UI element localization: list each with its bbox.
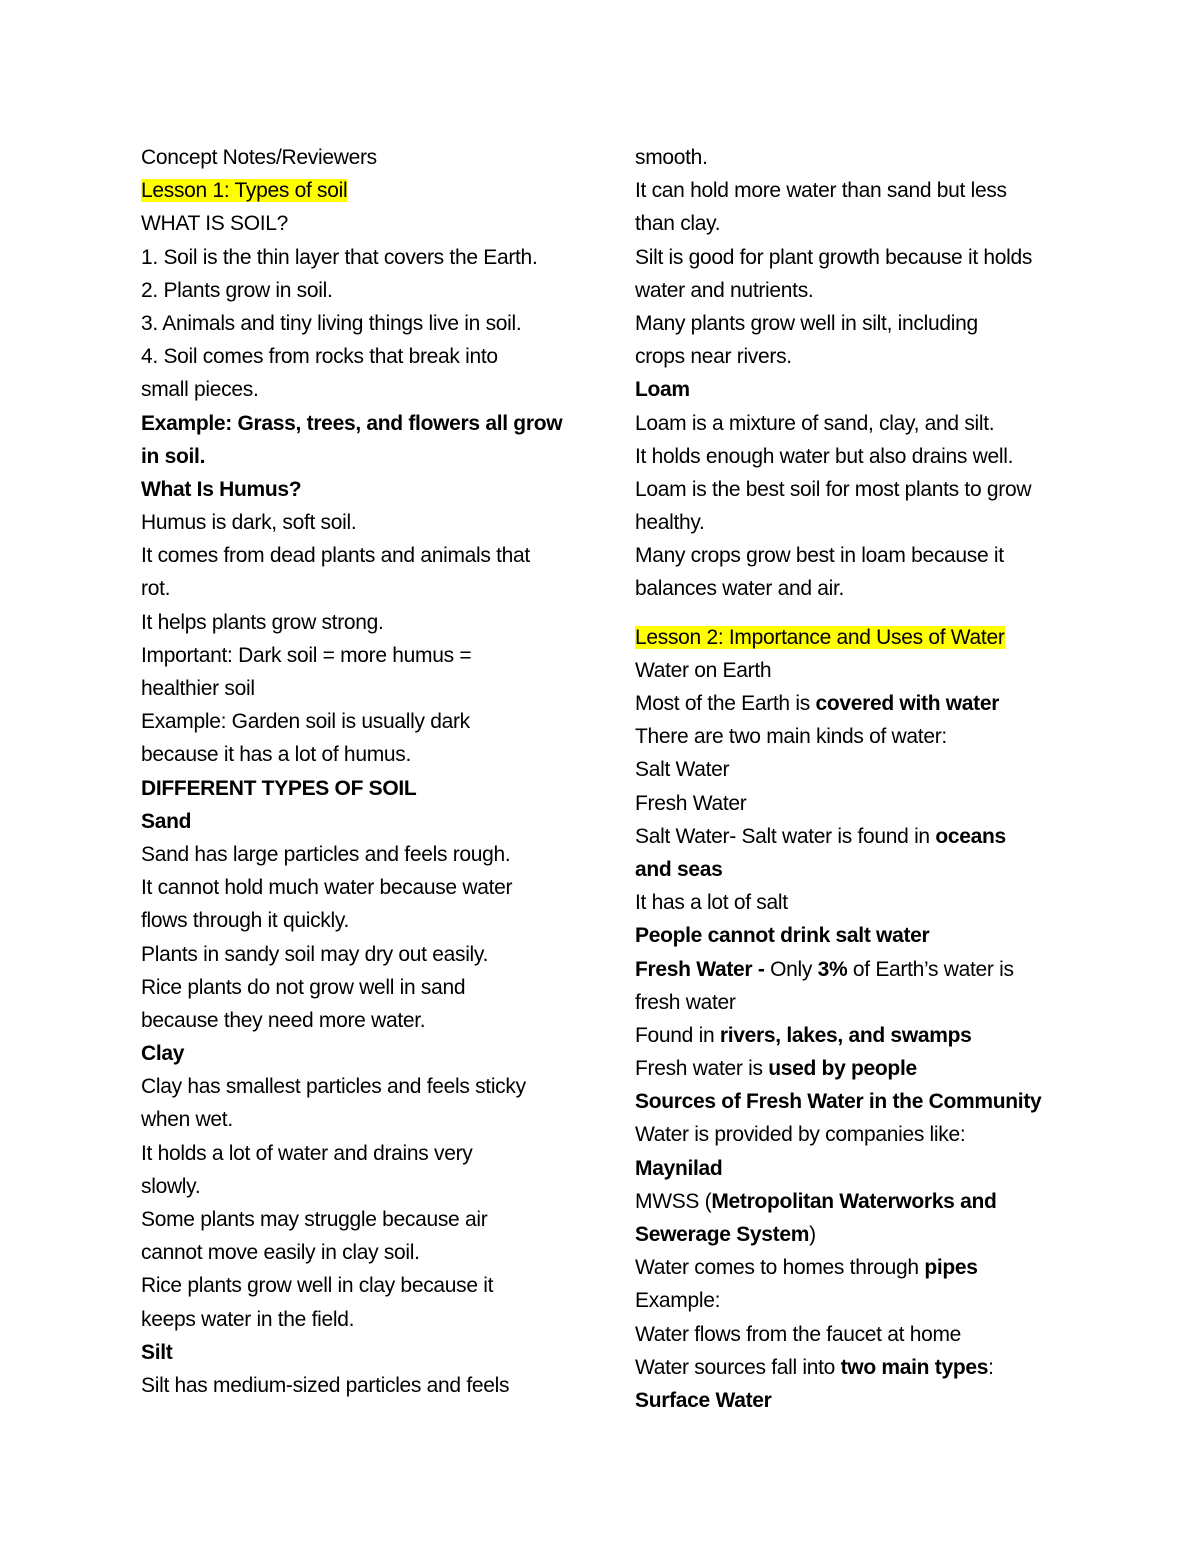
bold-text: Metropolitan Waterworks and bbox=[711, 1189, 997, 1213]
bold-text: in soil. bbox=[141, 444, 206, 468]
text-run: Most of the Earth is bbox=[635, 692, 816, 715]
text-run: because they need more water. bbox=[141, 1008, 426, 1032]
text-line bbox=[141, 572, 581, 605]
text-run: Silt is good for plant growth because it holds bbox=[635, 245, 1033, 269]
text-line bbox=[635, 241, 1075, 274]
text-line bbox=[635, 274, 1075, 307]
bold-text: Fresh Water - bbox=[635, 957, 771, 981]
text-line bbox=[635, 340, 1075, 373]
text-run: Silt has medium-sized particles and feels bbox=[141, 1373, 510, 1397]
text-run: fresh water bbox=[635, 990, 736, 1014]
text-line bbox=[141, 373, 581, 406]
text-run: It helps plants grow strong. bbox=[141, 610, 384, 634]
text-run: healthy. bbox=[635, 511, 705, 535]
text-line bbox=[141, 1269, 581, 1302]
text-run: crops near rivers. bbox=[635, 345, 792, 369]
text-run: Rice plants grow well in clay because it bbox=[141, 1274, 494, 1298]
text-run: There are two main kinds of water: bbox=[635, 725, 947, 749]
text-line bbox=[635, 1318, 1075, 1351]
text-line bbox=[635, 407, 1075, 440]
text-run: when wet. bbox=[141, 1108, 233, 1132]
text-line bbox=[635, 207, 1075, 240]
text-line bbox=[635, 621, 1075, 654]
text-run: balances water and air. bbox=[635, 577, 845, 601]
text-run: : bbox=[988, 1355, 994, 1379]
text-line bbox=[141, 1004, 581, 1037]
text-line bbox=[635, 1019, 1075, 1052]
text-line bbox=[141, 241, 581, 274]
text-line bbox=[141, 672, 581, 705]
text-line bbox=[141, 1236, 581, 1269]
bold-text: Sewerage System bbox=[635, 1223, 810, 1246]
text-line bbox=[141, 772, 581, 805]
text-line bbox=[635, 886, 1075, 919]
bold-text: DIFFERENT TYPES OF SOIL bbox=[141, 776, 417, 800]
text-run: healthier soil bbox=[141, 677, 255, 700]
text-run: 3. Animals and tiny living things live in soil. bbox=[141, 311, 522, 335]
bold-text: oceans bbox=[935, 824, 1006, 848]
text-line bbox=[635, 986, 1075, 1019]
text-line bbox=[141, 1170, 581, 1203]
text-run: Water is provided by companies like: bbox=[635, 1123, 966, 1147]
bold-text: Silt bbox=[141, 1340, 173, 1364]
bold-text: used by people bbox=[768, 1057, 917, 1081]
text-line bbox=[141, 705, 581, 738]
text-run: cannot move easily in clay soil. bbox=[141, 1241, 420, 1265]
bold-text: 3% bbox=[817, 957, 848, 981]
text-run: It holds a lot of water and drains very bbox=[141, 1141, 473, 1165]
text-line bbox=[635, 1185, 1075, 1218]
text-run: Humus is dark, soft soil. bbox=[141, 511, 357, 535]
text-run: Many plants grow well in silt, including bbox=[635, 311, 978, 335]
bold-text: Surface Water bbox=[635, 1388, 772, 1412]
text-line bbox=[635, 373, 1075, 406]
text-line bbox=[141, 539, 581, 572]
text-run: Rice plants do not grow well in sand bbox=[141, 975, 466, 999]
text-line bbox=[635, 1284, 1075, 1317]
text-line bbox=[141, 506, 581, 539]
text-line bbox=[141, 1203, 581, 1236]
text-line bbox=[141, 340, 581, 373]
text-run: than clay. bbox=[635, 212, 721, 236]
text-line bbox=[141, 606, 581, 639]
right-column bbox=[635, 141, 1075, 1417]
bold-text: People cannot drink salt water bbox=[635, 924, 930, 948]
text-line bbox=[141, 1137, 581, 1170]
bold-text: covered with water bbox=[815, 692, 1000, 715]
text-line bbox=[635, 787, 1075, 820]
text-run: Found in bbox=[635, 1023, 720, 1047]
text-run: Plants in sandy soil may dry out easily. bbox=[141, 942, 489, 966]
text-line bbox=[141, 1103, 581, 1136]
bold-text: rivers, lakes, and swamps bbox=[719, 1023, 972, 1047]
text-line bbox=[141, 738, 581, 771]
text-run: 1. Soil is the thin layer that covers the Earth. bbox=[141, 245, 538, 269]
text-run: Water on Earth bbox=[635, 658, 772, 682]
text-line bbox=[141, 440, 581, 473]
text-run: Salt Water- Salt water is found in bbox=[635, 824, 936, 848]
text-run: Many crops grow best in loam because it bbox=[635, 544, 1004, 568]
text-run: Loam is a mixture of sand, clay, and silt. bbox=[635, 411, 995, 435]
text-run: keeps water in the field. bbox=[141, 1307, 355, 1331]
text-run: Important: Dark soil = more humus = bbox=[141, 643, 472, 667]
text-line bbox=[141, 1037, 581, 1070]
highlighted-heading: Lesson 2: Importance and Uses of Water bbox=[635, 625, 1005, 649]
bold-text: Example: Grass, trees, and flowers all grow bbox=[141, 411, 563, 435]
text-line bbox=[141, 274, 581, 307]
text-line bbox=[141, 871, 581, 904]
text-run: It comes from dead plants and animals that bbox=[141, 544, 530, 568]
text-run: Clay has smallest particles and feels sticky bbox=[141, 1075, 526, 1099]
text-line bbox=[141, 805, 581, 838]
text-run: Water sources fall into bbox=[635, 1355, 841, 1379]
text-line bbox=[635, 1218, 1075, 1251]
text-run: WHAT IS SOIL? bbox=[141, 212, 289, 236]
text-run: of Earth’s water is bbox=[847, 957, 1014, 981]
text-line bbox=[635, 440, 1075, 473]
text-run: smooth. bbox=[635, 146, 708, 169]
text-run: Fresh water is bbox=[635, 1057, 769, 1081]
text-line bbox=[635, 473, 1075, 506]
text-line bbox=[635, 1351, 1075, 1384]
text-line bbox=[635, 506, 1075, 539]
text-run: Loam is the best soil for most plants to grow bbox=[635, 477, 1032, 501]
text-run: 4. Soil comes from rocks that break into bbox=[141, 345, 498, 369]
bold-text: Loam bbox=[635, 378, 690, 402]
text-run: Some plants may struggle because air bbox=[141, 1208, 488, 1231]
text-run: water and nutrients. bbox=[635, 278, 814, 302]
text-run: Salt Water bbox=[635, 758, 730, 782]
text-line bbox=[141, 838, 581, 871]
text-line bbox=[141, 174, 581, 207]
text-run: Example: Garden soil is usually dark bbox=[141, 710, 470, 734]
text-line bbox=[141, 407, 581, 440]
text-line bbox=[635, 820, 1075, 853]
text-line bbox=[141, 1070, 581, 1103]
text-run: It has a lot of salt bbox=[635, 891, 788, 915]
text-line bbox=[635, 654, 1075, 687]
text-run: Sand has large particles and feels rough. bbox=[141, 842, 511, 866]
text-run: Concept Notes/Reviewers bbox=[141, 146, 377, 169]
text-line bbox=[141, 307, 581, 340]
text-line bbox=[635, 853, 1075, 886]
text-run: Fresh Water bbox=[635, 791, 747, 815]
text-line bbox=[635, 1118, 1075, 1151]
text-line bbox=[141, 639, 581, 672]
text-line bbox=[141, 904, 581, 937]
text-line bbox=[635, 1085, 1075, 1118]
bold-text: Maynilad bbox=[635, 1156, 723, 1180]
text-run: Water flows from the faucet at home bbox=[635, 1322, 962, 1346]
left-column bbox=[141, 141, 581, 1402]
bold-text: Sand bbox=[141, 809, 192, 833]
text-run: because it has a lot of humus. bbox=[141, 743, 411, 767]
text-line bbox=[635, 572, 1075, 605]
text-line bbox=[635, 1251, 1075, 1284]
text-line bbox=[141, 207, 581, 240]
text-run: ) bbox=[809, 1223, 816, 1246]
bold-text: and seas bbox=[635, 857, 723, 881]
text-run: It can hold more water than sand but less bbox=[635, 179, 1007, 203]
text-line bbox=[635, 720, 1075, 753]
text-run: It holds enough water but also drains well. bbox=[635, 444, 1014, 468]
text-line bbox=[635, 539, 1075, 572]
text-run: flows through it quickly. bbox=[141, 909, 350, 933]
text-run: It cannot hold much water because water bbox=[141, 876, 513, 900]
bold-text: Sources of Fresh Water in the Community bbox=[635, 1090, 1042, 1114]
bold-text: What Is Humus? bbox=[141, 477, 302, 501]
text-line bbox=[635, 919, 1075, 952]
bold-text: pipes bbox=[924, 1256, 978, 1280]
text-line bbox=[635, 1052, 1075, 1085]
text-line bbox=[635, 1384, 1075, 1417]
text-line bbox=[141, 938, 581, 971]
text-line bbox=[635, 753, 1075, 786]
highlighted-heading: Lesson 1: Types of soil bbox=[141, 179, 348, 203]
text-line bbox=[635, 953, 1075, 986]
text-run: Example: bbox=[635, 1289, 721, 1313]
text-line bbox=[635, 141, 1075, 174]
text-line bbox=[635, 174, 1075, 207]
paragraph-gap bbox=[635, 606, 1075, 621]
text-run: Water comes to homes through bbox=[635, 1256, 925, 1280]
text-line bbox=[635, 307, 1075, 340]
text-run: rot. bbox=[141, 577, 171, 601]
text-line bbox=[141, 1336, 581, 1369]
text-run: small pieces. bbox=[141, 378, 259, 402]
bold-text: Clay bbox=[141, 1042, 185, 1066]
text-run: Only bbox=[770, 957, 818, 981]
text-line bbox=[635, 1152, 1075, 1185]
bold-text: two main types bbox=[840, 1355, 989, 1379]
text-run: 2. Plants grow in soil. bbox=[141, 278, 333, 302]
text-run: MWSS ( bbox=[635, 1189, 712, 1213]
text-line bbox=[141, 1303, 581, 1336]
text-line bbox=[141, 971, 581, 1004]
text-line bbox=[141, 141, 581, 174]
text-line bbox=[141, 473, 581, 506]
text-line bbox=[635, 687, 1075, 720]
text-line bbox=[141, 1369, 581, 1402]
text-run: slowly. bbox=[141, 1174, 201, 1198]
